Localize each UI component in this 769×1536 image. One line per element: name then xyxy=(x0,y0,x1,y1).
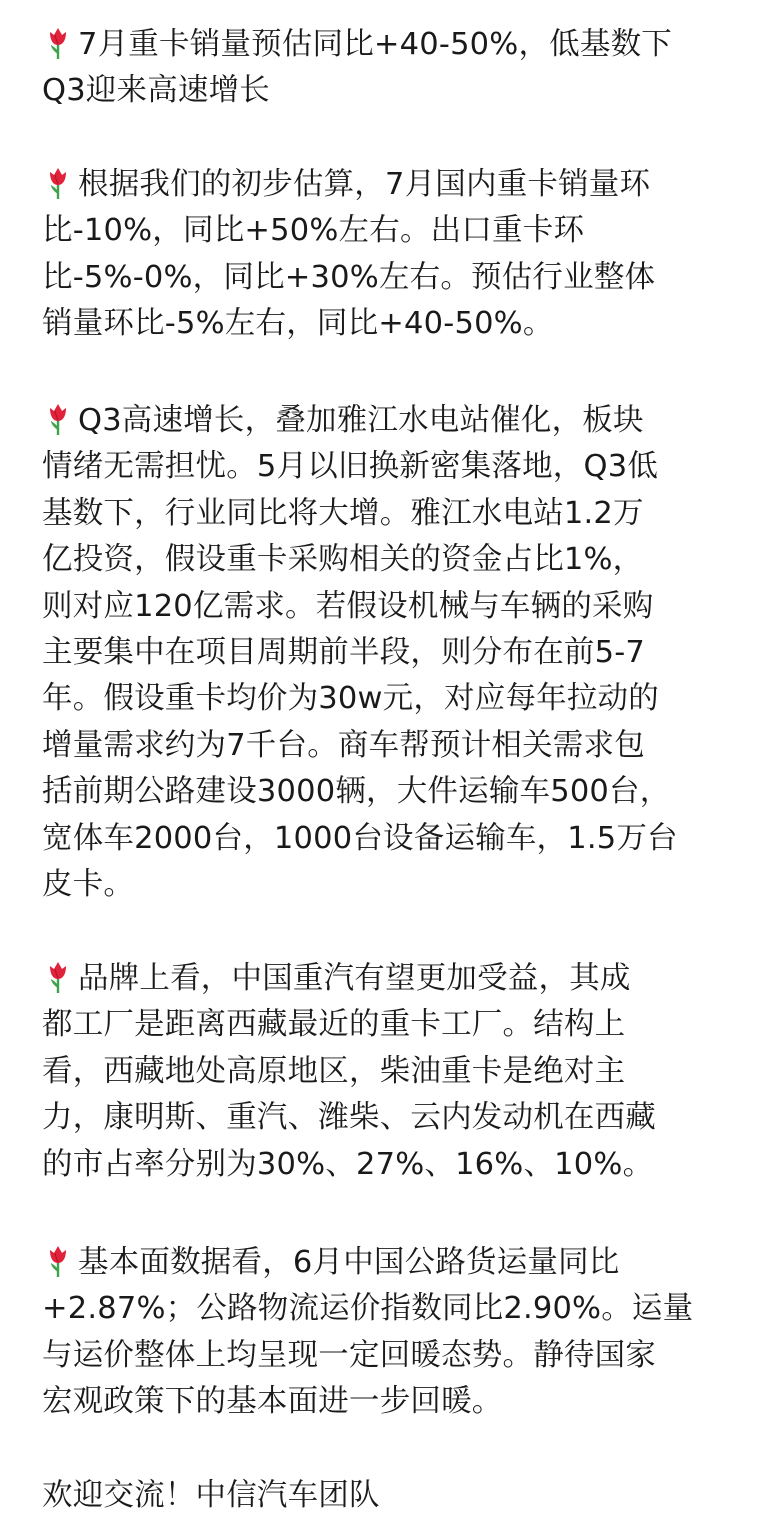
paragraph-line xyxy=(42,22,672,68)
tulip-icon xyxy=(46,166,70,200)
paragraph-line: 则对应120亿需求。若假设机械与车辆的采购 xyxy=(42,588,654,624)
paragraph-line: 主要集中在项目周期前半段，则分布在前5-7 xyxy=(42,635,646,671)
paragraph-line: 宽体车2000台，1000台设备运输车，1.5万台 xyxy=(42,820,678,856)
paragraph-line: Q3迎来高速增长 xyxy=(42,73,271,109)
paragraph-text: 7月重卡销量预估同比+40-50%，低基数下 xyxy=(78,27,672,62)
paragraph-line: 比-5%-0%，同比+30%左右。预估行业整体 xyxy=(42,259,656,295)
paragraph-line: 皮卡。 xyxy=(42,867,135,903)
paragraph-line: +2.87%；公路物流运价指数同比2.90%。运量 xyxy=(42,1291,694,1327)
paragraph-line: 销量环比-5%左右，同比+40-50%。 xyxy=(42,306,554,342)
paragraph-line: 与运价整体上均呈现一定回暖态势。静待国家 xyxy=(42,1337,656,1373)
paragraph-line: 增量需求约为7千台。商车帮预计相关需求包 xyxy=(42,727,645,763)
paragraph-signoff xyxy=(42,1473,380,1519)
paragraph-line: 基数下，行业同比将大增。雅江水电站1.2万 xyxy=(42,495,644,531)
paragraph-line: 的市占率分别为30%、27%、16%、10%。 xyxy=(42,1146,654,1182)
paragraph-line: 年。假设重卡均价为30w元，对应每年拉动的 xyxy=(42,681,659,717)
paragraph-q3-growth xyxy=(42,398,678,908)
paragraph-line: 都工厂是距离西藏最近的重卡工厂。结构上 xyxy=(42,1007,626,1043)
tulip-icon xyxy=(46,960,70,994)
tulip-icon xyxy=(46,402,70,436)
paragraph-line xyxy=(42,956,656,1002)
paragraph-brand xyxy=(42,956,656,1188)
paragraph-line: 欢迎交流！中信汽车团队 xyxy=(42,1478,380,1513)
paragraph-text: 基本面数据看，6月中国公路货运量同比 xyxy=(78,1245,620,1280)
paragraph-estimate xyxy=(42,162,655,348)
paragraph-text: Q3高速增长，叠加雅江水电站催化，板块 xyxy=(78,403,644,438)
paragraph-line: 看，西藏地处高原地区，柴油重卡是绝对主 xyxy=(42,1053,626,1089)
paragraph-text: 品牌上看，中国重汽有望更加受益，其成 xyxy=(78,961,631,996)
paragraph-line xyxy=(42,398,678,444)
paragraph-line: 宏观政策下的基本面进一步回暖。 xyxy=(42,1384,503,1420)
paragraph-line: 括前期公路建设3000辆，大件运输车500台， xyxy=(42,774,671,810)
paragraph-line xyxy=(42,1240,693,1286)
paragraph-fundamentals xyxy=(42,1240,693,1426)
paragraph-line: 亿投资，假设重卡采购相关的资金占比1%， xyxy=(42,542,644,578)
paragraph-line: 比-10%，同比+50%左右。出口重卡环 xyxy=(42,213,585,249)
tulip-icon xyxy=(46,26,70,60)
tulip-icon xyxy=(46,1244,70,1278)
paragraph-line: 情绪无需担忧。5月以旧换新密集落地，Q3低 xyxy=(42,449,659,485)
paragraph-line: 力，康明斯、重汽、潍柴、云内发动机在西藏 xyxy=(42,1100,656,1136)
paragraph-line xyxy=(42,162,655,208)
paragraph-headline xyxy=(42,22,672,115)
paragraph-text: 根据我们的初步估算，7月国内重卡销量环 xyxy=(78,167,651,202)
